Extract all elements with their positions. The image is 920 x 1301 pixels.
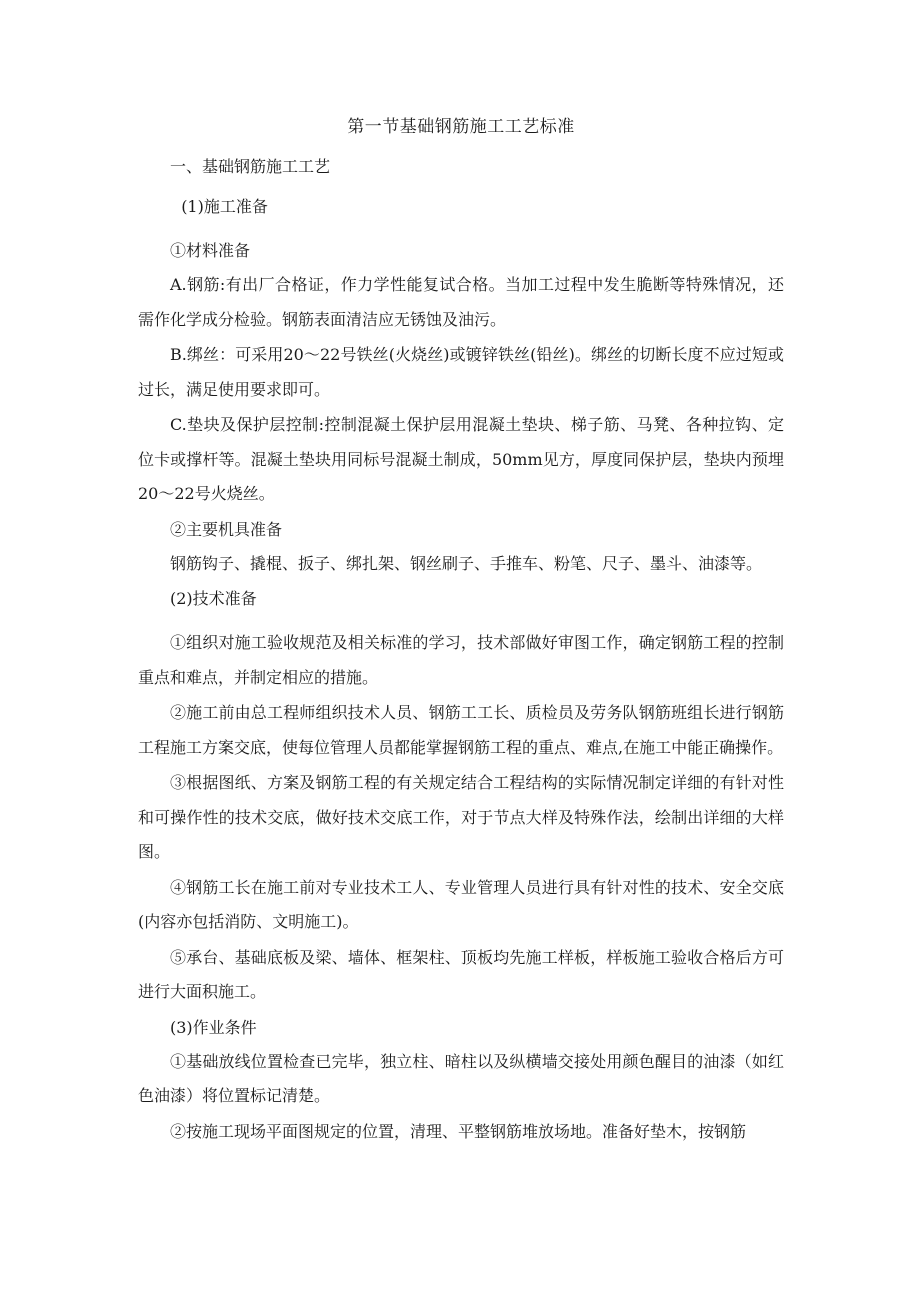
item-heading-tools: ②主要机具准备 <box>170 519 283 539</box>
paragraph-tech-1: ①组织对施工验收规范及相关标准的学习，技术部做好审图工作，确定钢筋工程的控制重点和难点，并制定相应的措施。 <box>138 633 784 687</box>
paragraph-tech-4: ④钢筋工长在施工前对专业技术工人、专业管理人员进行具有针对性的技术、安全交底(内容亦包括消防、文明施工)。 <box>138 877 784 931</box>
subsection-heading-conditions: (3)作业条件 <box>170 1017 257 1037</box>
subsection-heading-technical: (2)技术准备 <box>170 589 257 608</box>
paragraph-tech-2: ②施工前由总工程师组织技术人员、钢筋工工长、质检员及劳务队钢筋班组长进行钢筋工程施工方案交底，使每位管理人员都能掌握钢筋工程的重点、难点,在施工中能正确操作。 <box>138 703 784 757</box>
paragraph-tools: 钢筋钩子、撬棍、扳子、绑扎架、钢丝刷子、手推车、粉笔、尺子、墨斗、油漆等。 <box>170 553 763 573</box>
paragraph-tie-wire: B.绑丝：可采用20～22号铁丝(火烧丝)或镀锌铁丝(铅丝)。绑丝的切断长度不应过短或过长，满足使用要求即可。 <box>138 345 784 399</box>
paragraph-tech-5: ⑤承台、基础底板及梁、墙体、框架柱、顶板均先施工样板，样板施工验收合格后方可进行大面积施工。 <box>138 947 784 1001</box>
paragraph-tech-3: ③根据图纸、方案及钢筋工程的有关规定结合工程结构的实际情况制定详细的有针对性和可操作性的技术交底，做好技术交底工作，对于节点大样及特殊作法，绘制出详细的大样图。 <box>138 773 784 861</box>
paragraph-condition-1: ①基础放线位置检查已完毕，独立柱、暗柱以及纵横墙交接处用颜色醒目的油漆（如红色油漆）将位置标记清楚。 <box>138 1051 784 1105</box>
paragraph-rebar: A.钢筋:有出厂合格证，作力学性能复试合格。当加工过程中发生脆断等特殊情况，还需作化学成分检验。钢筋表面清洁应无锈蚀及油污。 <box>138 275 784 329</box>
item-heading-materials: ①材料准备 <box>170 241 251 260</box>
paragraph-spacer-blocks: C.垫块及保护层控制:控制混凝土保护层用混凝土垫块、梯子筋、马凳、各种拉钩、定位卡或撑杆等。混凝土垫块用同标号混凝土制成，50mm见方，厚度同保护层，垫块内预埋20～22号火烧丝。 <box>138 415 784 503</box>
document-body <box>138 112 784 1150</box>
subsection-heading-prep: (1)施工准备 <box>181 197 268 216</box>
page-title: 第一节基础钢筋施工工艺标准 <box>347 117 575 137</box>
section-heading-1: 一、基础钢筋施工工艺 <box>170 157 331 176</box>
paragraph-condition-2: ②按施工现场平面图规定的位置，清理、平整钢筋堆放场地。准备好垫木，按钢筋 <box>170 1121 747 1141</box>
